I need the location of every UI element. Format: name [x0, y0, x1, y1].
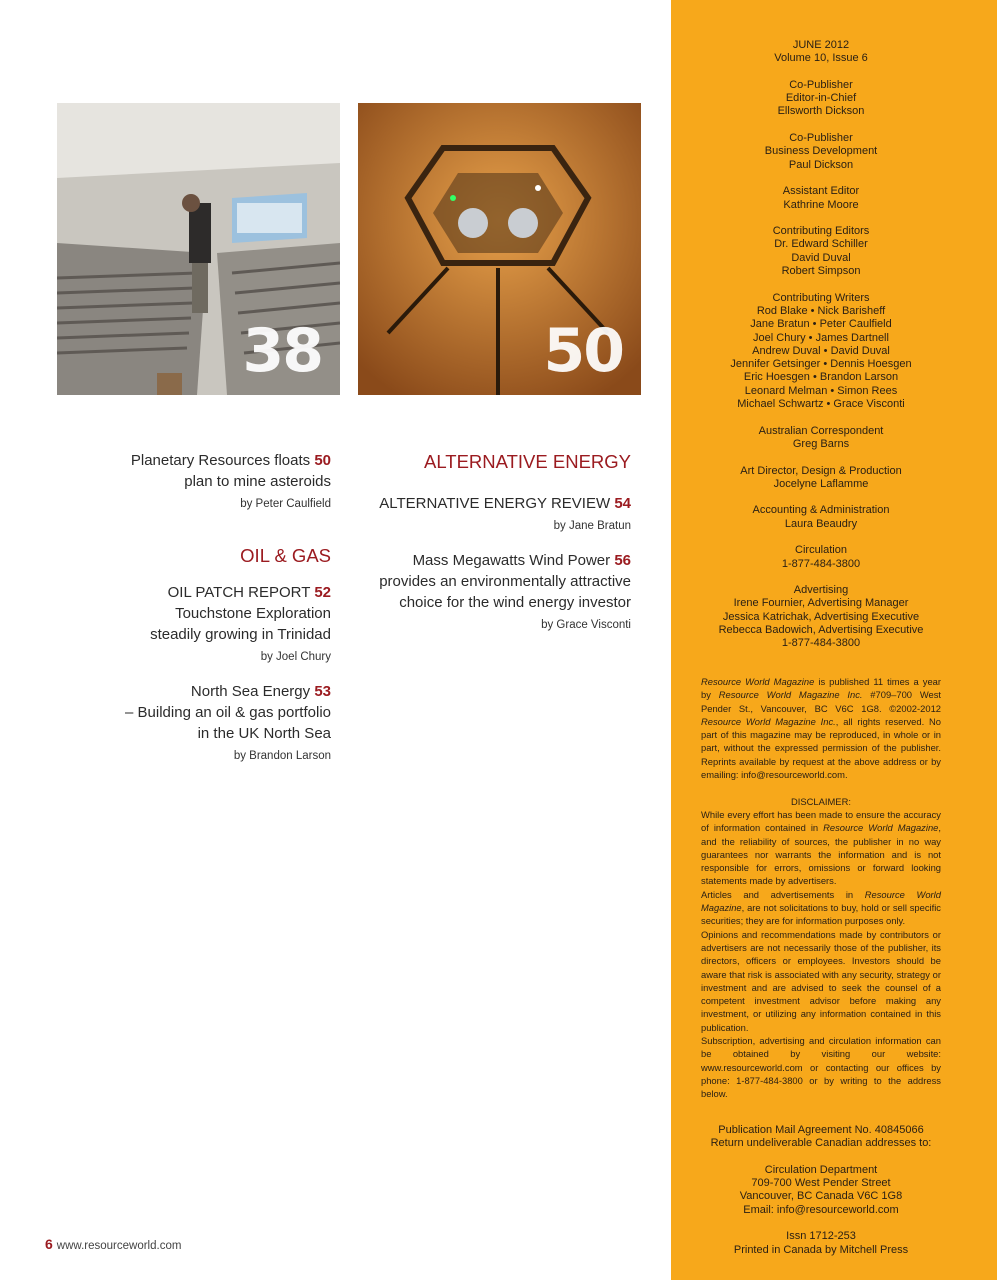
website-url[interactable]: www.resourceworld.com [56, 1240, 182, 1252]
masthead-sidebar [671, 0, 997, 1280]
article-north-sea-energy[interactable]: North Sea Energy 53 – Building an oil & gas portfolio in the UK North Sea by Brandon Larson [60, 681, 331, 764]
copublisher-business: Co-Publisher Business Development Paul Dickson [764, 132, 878, 171]
disclaimer-title: DISCLAIMER: [791, 795, 851, 807]
page-number: 52 [314, 584, 331, 601]
contents-left-column [60, 450, 331, 764]
photo-page-number: 38 [242, 316, 322, 386]
byline: by Peter Caulfield [240, 498, 331, 510]
publication-statement: Resource World Magazine is published 11 times a year by Resource World Magazine Inc. #709–700 West Pender St., Vancouver, BC V6C 1G8. ©2002-2012 Resource World Magazine Inc., all rights reserved. No part of this magazine may be reproduced, in whole or in part, without the expressed permission of the publisher. Reprints available by request at the above address or by emailing: info@resourceworld.com. [701, 676, 942, 781]
lander-photo [358, 103, 641, 395]
mailing-address: Circulation Department 709-700 West Pender Street Vancouver, BC Canada V6C 1G8 Email: info@resourceworld.com [739, 1163, 903, 1216]
disclaimer-opinions: Opinions and recommendations made by contributors or advertisers are not necessarily those of the publisher, its directors, officers or employees. Investors should be aware that risk is associated with any security, strategy or investment and are advised to seek the counsel of a competent investment advisor before making any investment, or utilizing any information contained in this publication. [701, 928, 941, 1033]
article-alternative-energy-review[interactable]: ALTERNATIVE ENERGY REVIEW 54 by Jane Bratun [350, 493, 631, 534]
article-mass-megawatts[interactable]: Mass Megawatts Wind Power 56 provides an environmentally attractive choice for the wind energy investor by Grace Visconti [350, 550, 631, 633]
disclaimer-solicitation: Articles and advertisements in Resource World Magazine, are not solicitations to buy, hold or sell specific securities; they are for information purposes only. [701, 888, 941, 927]
circulation: Circulation 1-877-484-3800 [781, 544, 861, 570]
byline: by Brandon Larson [233, 750, 331, 762]
issue-info: JUNE 2012 Volume 10, Issue 6 [774, 39, 868, 65]
assistant-editor: Assistant Editor Kathrine Moore [782, 185, 860, 211]
page-number: 54 [614, 495, 631, 512]
article-planetary-resources[interactable]: Planetary Resources floats 50 plan to mine asteroids by Peter Caulfield [60, 450, 331, 512]
masthead-credits [671, 39, 971, 664]
issn-info: Issn 1712-253 Printed in Canada by Mitchell Press [733, 1230, 909, 1256]
contributing-writers: Contributing Writers Rod Blake • Nick Barisheff Jane Bratun • Peter Caulfield Joel Chury • James Dartnell Andrew Duval • David Duval Jennifer Getsinger • Dennis Hoesgen Eric Hoesgen • Brandon Larson Leonard Melman • Simon Rees Michael Schwartz • Grace Visconti [730, 291, 912, 411]
mail-info: Publication Mail Agreement No. 40845066 Return undeliverable Canadian addresses to: Circulation Department 709-700 West Pender Street Vancouver, BC Canada V6C 1G8 Email: info@resourceworld.com Issn 1712-253 Printed in Canada by Mitchell Press [671, 1124, 971, 1270]
core-shed-photo [57, 103, 340, 395]
contents-middle-column [350, 450, 631, 633]
page-number: 6 [45, 1236, 53, 1252]
accounting: Accounting & Administration Laura Beaudry [752, 504, 890, 530]
section-heading-oil-gas: OIL & GAS [240, 545, 331, 566]
byline: by Joel Chury [260, 651, 331, 663]
page-number: 53 [314, 683, 331, 700]
disclaimer-accuracy: While every effort has been made to ensure the accuracy of information contained in Resource World Magazine, and the reliability of sources, the publisher in no way guarantees nor warrants the information and is not responsible for errors, omissions or forward looking statements made by advertisers. [701, 808, 941, 887]
byline: by Jane Bratun [553, 520, 631, 532]
page-number: 50 [314, 452, 331, 469]
copublisher-editor: Co-Publisher Editor-in-Chief Ellsworth Dickson [777, 78, 865, 118]
australian-correspondent: Australian Correspondent Greg Barns [758, 424, 884, 450]
disclaimer-subscription: Subscription, advertising and circulation information can be obtained by visiting our website: www.resourceworld.com or contacting our offices by phone: 1-877-484-3800 or by writing to the address below. [701, 1035, 941, 1100]
photo-page-number: 50 [543, 316, 623, 386]
article-oil-patch-report[interactable]: OIL PATCH REPORT 52 Touchstone Exploration steadily growing in Trinidad by Joel Chury [60, 582, 331, 665]
page-number: 56 [614, 552, 631, 569]
section-heading-alternative-energy: ALTERNATIVE ENERGY [424, 451, 631, 472]
legal-notice [701, 675, 941, 1101]
contributing-editors: Contributing Editors Dr. Edward Schiller David Duval Robert Simpson [772, 225, 870, 278]
page-footer [45, 1236, 181, 1252]
advertising: Advertising Irene Fournier, Advertising Manager Jessica Katrichak, Advertising Executive Rebecca Badowich, Advertising Executive 1-877-484-3800 [718, 584, 924, 650]
art-director: Art Director, Design & Production Jocelyne Laflamme [740, 464, 902, 490]
byline: by Grace Visconti [541, 619, 631, 631]
